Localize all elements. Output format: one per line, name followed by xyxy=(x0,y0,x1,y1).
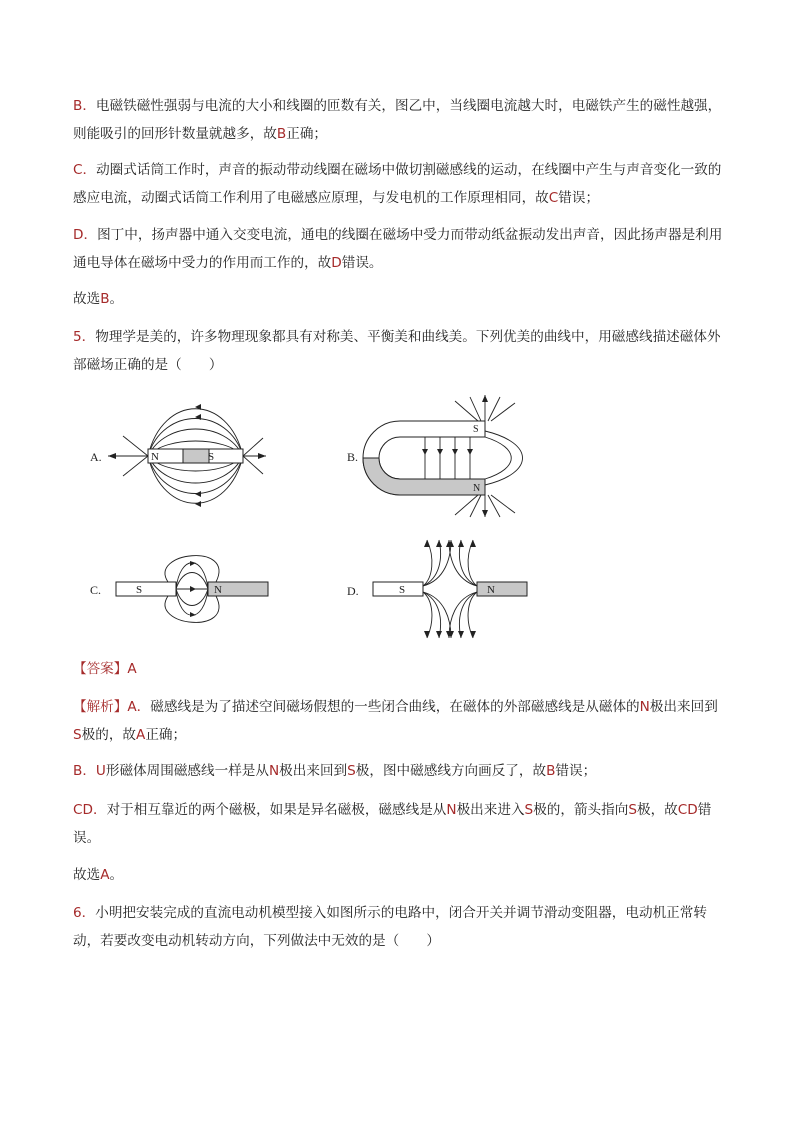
text: 错误。 xyxy=(341,255,383,271)
text: 故选 xyxy=(73,291,101,307)
conclusion xyxy=(73,861,725,889)
letter: A xyxy=(100,867,110,883)
letter: A xyxy=(136,727,146,743)
question-number: 5． xyxy=(73,329,96,345)
text: 故选 xyxy=(73,867,101,883)
answer xyxy=(73,655,725,683)
letter: C xyxy=(548,190,559,206)
explanation-b-text: 电磁铁磁性强弱与电流的大小和线圈的匝数有关，图乙中，当线圈电流越大时，电磁铁产生的磁性越强，则能吸引的回形针数量就越多，故 xyxy=(73,98,722,142)
answer-label: 【答案】 xyxy=(73,661,128,677)
pole-n: N xyxy=(487,584,495,596)
letter: B xyxy=(276,126,287,142)
pole-s: S xyxy=(208,451,215,463)
analysis-a xyxy=(73,693,725,749)
letter: CD xyxy=(677,802,698,818)
conclusion-prev xyxy=(73,285,725,313)
analysis-cd xyxy=(73,796,725,852)
text: 错误。 xyxy=(73,802,712,846)
letter: N xyxy=(639,699,650,715)
text: 极的，故 xyxy=(81,727,137,743)
answer-value: A xyxy=(127,661,137,677)
analysis-b xyxy=(73,757,725,785)
text: 极出来回到 xyxy=(649,699,718,715)
text: 对于相互靠近的两个磁极，如果是异名磁极，磁感线是从 xyxy=(106,802,447,818)
text: 错误； xyxy=(558,190,600,206)
pole-s: S xyxy=(473,424,479,435)
option-d-lead: D． xyxy=(73,227,98,243)
text: 错误； xyxy=(555,763,597,779)
explanation-c-text: 动圈式话筒工作时，声音的振动带动线圈在磁场中做切割磁感线的运动，在线圈中产生与声音变化一致的感应电流，动圈式话筒工作利用了电磁感应原理，与发电机的工作原理相同，故 xyxy=(73,162,722,206)
question-5 xyxy=(73,323,725,379)
explanation-d xyxy=(73,221,725,277)
letter: CD． xyxy=(73,802,107,818)
pole-s: S xyxy=(399,584,406,596)
letter: B． xyxy=(73,763,96,779)
figure-b-u-magnet xyxy=(345,393,535,518)
text: 正确； xyxy=(286,126,328,142)
option-b-label: B. xyxy=(347,450,359,464)
letter: B xyxy=(100,291,110,307)
question-text: 物理学是美的，许多物理现象都具有对称美、平衡美和曲线美。下列优美的曲线中，用磁感线描述磁体外部磁场正确的是（ ） xyxy=(73,329,721,373)
text: 磁感线是为了描述空间磁场假想的一些闭合曲线，在磁体的外部磁感线是从磁体的 xyxy=(150,699,640,715)
letter: U xyxy=(95,763,106,779)
text: 极出来回到 xyxy=(279,763,348,779)
pole-s: S xyxy=(136,584,143,596)
letter: A． xyxy=(127,699,151,715)
letter: D xyxy=(331,255,342,271)
letter: S xyxy=(524,802,534,818)
option-a-label: A. xyxy=(90,450,102,464)
explanation-b xyxy=(73,92,725,148)
option-b-lead: B． xyxy=(73,98,96,114)
pole-n: N xyxy=(151,451,159,463)
text: 极的，箭头指向 xyxy=(533,802,629,818)
explanation-c xyxy=(73,156,725,212)
figure-c-opposite-poles xyxy=(88,542,278,637)
text: 极，图中磁感线方向画反了，故 xyxy=(355,763,547,779)
question-text: 小明把安装完成的直流电动机模型接入如图所示的电路中，闭合开关并调节滑动变阻器，电动机正常转动，若要改变电动机转动方向，下列做法中无效的是（ ） xyxy=(73,905,707,949)
option-c-lead: C． xyxy=(73,162,97,178)
text: 正确； xyxy=(145,727,187,743)
letter: S xyxy=(73,727,82,743)
letter: N xyxy=(446,802,457,818)
letter: B xyxy=(546,763,556,779)
figure-a-bar-magnet xyxy=(88,398,268,516)
pole-n: N xyxy=(214,584,222,596)
text: 形磁体周围磁感线一样是从 xyxy=(105,763,269,779)
letter: N xyxy=(269,763,280,779)
explanation-d-text: 图丁中，扬声器中通入交变电流，通电的线圈在磁场中受力而带动纸盆振动发出声音，因此扬声器是利用通电导体在磁场中受力的作用而工作的，故 xyxy=(73,227,723,271)
figure-d-repelling-poles xyxy=(345,538,535,640)
question-6 xyxy=(73,899,725,955)
letter: S xyxy=(347,763,356,779)
text: 极，故 xyxy=(636,802,678,818)
option-d-label: D. xyxy=(347,584,359,598)
analysis-label: 【解析】 xyxy=(73,699,128,715)
pole-n: N xyxy=(473,483,481,494)
text: 极出来进入 xyxy=(456,802,525,818)
option-c-label: C. xyxy=(90,583,102,597)
letter: S xyxy=(628,802,637,818)
text: 。 xyxy=(109,291,124,307)
question-number: 6． xyxy=(73,905,96,921)
text: 。 xyxy=(109,867,124,883)
